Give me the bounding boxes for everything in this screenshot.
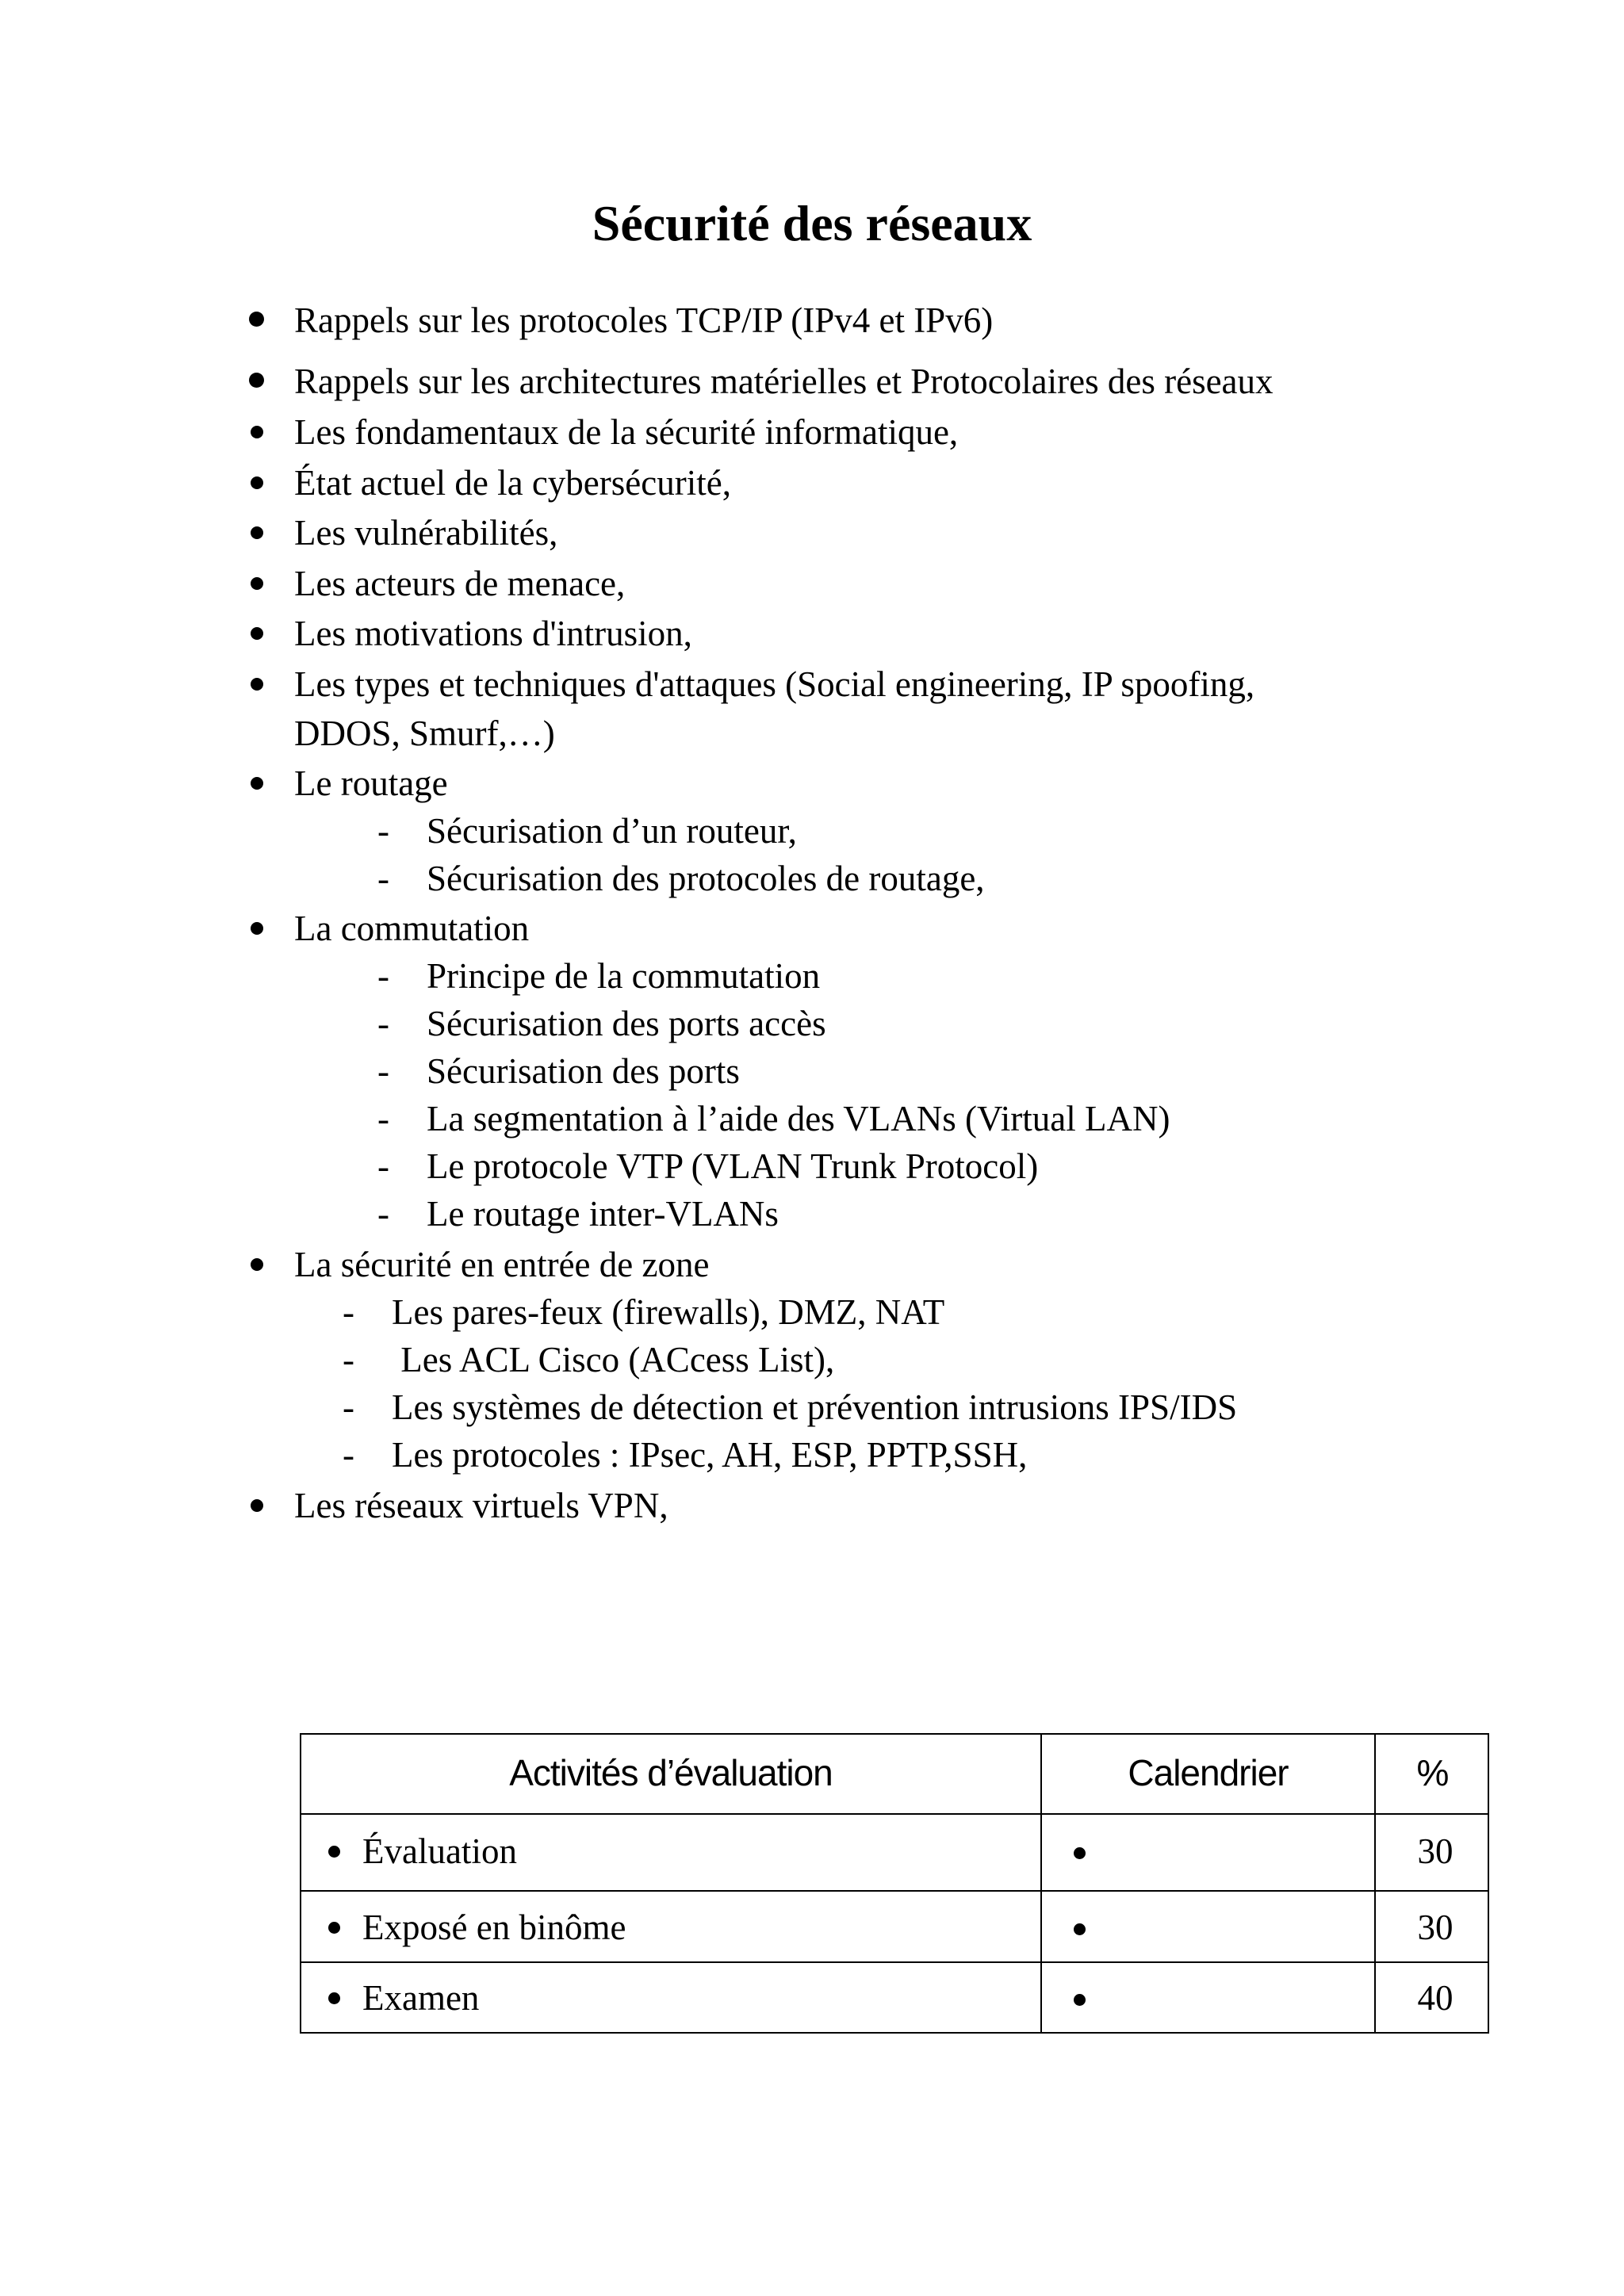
bullet-icon	[249, 312, 264, 327]
sub-list-item: Le protocole VTP (VLAN Trunk Protocol)	[427, 1146, 1039, 1186]
bullet-icon	[328, 1846, 340, 1858]
sub-list-item: Sécurisation des ports	[427, 1051, 740, 1091]
sub-list-item: Les protocoles : IPsec, AH, ESP, PPTP,SSH,	[392, 1435, 1028, 1475]
bullet-icon	[251, 577, 263, 590]
bullet-icon	[249, 373, 264, 388]
list-item: La commutation	[294, 909, 530, 948]
dash-marker: -	[377, 1194, 389, 1234]
list-item: Le routage	[294, 763, 448, 803]
list-item: Rappels sur les architectures matérielles et Protocolaires des réseaux	[294, 362, 1274, 401]
bullet-icon	[251, 922, 263, 935]
activity-cell: Exposé en binôme	[362, 1908, 626, 1947]
percent-cell: 30	[1417, 1908, 1454, 1947]
dash-marker: -	[377, 1099, 389, 1138]
bullet-icon	[251, 1499, 263, 1512]
percent-cell: 30	[1417, 1831, 1454, 1871]
dash-marker: -	[377, 1146, 389, 1186]
sub-list-item: Les pares-feux (firewalls), DMZ, NAT	[392, 1292, 945, 1332]
table-divider	[301, 1890, 1488, 1892]
list-item: Les acteurs de menace,	[294, 564, 626, 603]
sub-list-item: Sécurisation d’un routeur,	[427, 811, 797, 851]
table-divider	[301, 1961, 1488, 1963]
activity-cell: Évaluation	[362, 1831, 517, 1871]
dash-marker: -	[343, 1292, 354, 1332]
activity-cell: Examen	[362, 1978, 480, 2018]
bullet-icon	[328, 1922, 340, 1934]
dash-marker: -	[377, 1004, 389, 1043]
sub-list-item: Principe de la commutation	[427, 956, 821, 996]
list-item: La sécurité en entrée de zone	[294, 1245, 710, 1284]
bullet-icon	[251, 777, 263, 790]
evaluation-table	[300, 1733, 1489, 2034]
list-item-continuation: DDOS, Smurf,…)	[294, 714, 555, 753]
dash-marker: -	[377, 859, 389, 898]
list-item: Les réseaux virtuels VPN,	[294, 1486, 668, 1525]
table-header-calendar: Calendrier	[1128, 1752, 1289, 1793]
list-item: Les motivations d'intrusion,	[294, 614, 692, 653]
sub-list-item: Le routage inter-VLANs	[427, 1194, 779, 1234]
bullet-icon	[251, 627, 263, 640]
list-item: Les types et techniques d'attaques (Social engineering, IP spoofing,	[294, 664, 1255, 704]
table-header-activity: Activités d’évaluation	[509, 1752, 833, 1793]
calendar-bullet-icon	[1074, 1847, 1086, 1859]
percent-cell: 40	[1417, 1978, 1454, 2018]
sub-list-item: Les ACL Cisco (ACcess List),	[392, 1340, 835, 1380]
bullet-icon	[328, 1992, 340, 2004]
calendar-bullet-icon	[1074, 1923, 1086, 1935]
list-item: Les vulnérabilités,	[294, 513, 558, 553]
bullet-icon	[251, 426, 263, 438]
bullet-icon	[251, 476, 263, 489]
bullet-icon	[251, 678, 263, 691]
bullet-icon	[251, 1258, 263, 1271]
sub-list-item: Sécurisation des protocoles de routage,	[427, 859, 985, 898]
calendar-bullet-icon	[1074, 1994, 1086, 2006]
table-divider	[301, 1813, 1488, 1815]
dash-marker: -	[377, 811, 389, 851]
table-header-percent: %	[1416, 1752, 1449, 1793]
dash-marker: -	[377, 956, 389, 996]
bullet-icon	[251, 526, 263, 539]
dash-marker: -	[343, 1387, 354, 1427]
dash-marker: -	[343, 1435, 354, 1475]
sub-list-item: La segmentation à l’aide des VLANs (Virtual LAN)	[427, 1099, 1170, 1138]
page-title: Sécurité des réseaux	[592, 195, 1032, 251]
sub-list-item: Sécurisation des ports accès	[427, 1004, 826, 1043]
list-item: Rappels sur les protocoles TCP/IP (IPv4 et IPv6)	[294, 300, 994, 340]
dash-marker: -	[343, 1340, 354, 1380]
list-item: Les fondamentaux de la sécurité informatique,	[294, 412, 959, 452]
sub-list-item: Les systèmes de détection et prévention intrusions IPS/IDS	[392, 1387, 1238, 1427]
dash-marker: -	[377, 1051, 389, 1091]
list-item: État actuel de la cybersécurité,	[294, 463, 731, 503]
